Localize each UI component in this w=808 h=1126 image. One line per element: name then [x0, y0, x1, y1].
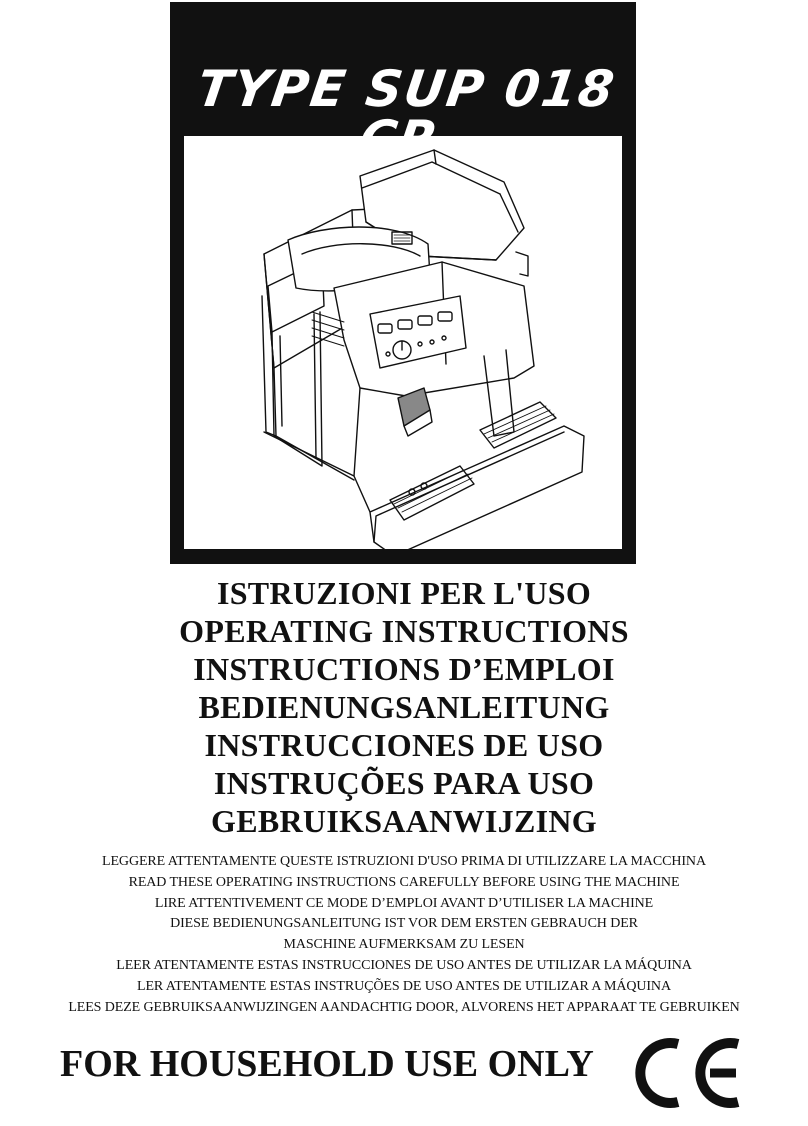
heading-italian: ISTRUZIONI PER L'USO	[216, 575, 592, 611]
read-instructions-warnings	[0, 852, 808, 1018]
heading-french: INSTRUCTIONS D’EMPLOI	[193, 651, 615, 687]
language-headings	[0, 574, 808, 840]
espresso-machine-illustration	[184, 136, 622, 549]
heading-spanish: INSTRUCCIONES DE USO	[204, 727, 604, 763]
heading-dutch: GEBRUIKSAANWIJZING	[211, 803, 597, 839]
warning-portuguese: LER ATENTAMENTE ESTAS INSTRUÇÕES DE USO ANTES DE UTILIZAR A MÁQUINA	[137, 978, 671, 994]
heading-portuguese: INSTRUÇÕES PARA USO	[213, 765, 595, 801]
warning-english: READ THESE OPERATING INSTRUCTIONS CAREFULLY BEFORE USING THE MACHINE	[128, 874, 680, 890]
illustration-panel	[184, 136, 622, 549]
household-use-label: FOR HOUSEHOLD USE ONLY	[60, 1043, 594, 1085]
footer-row	[0, 1036, 808, 1116]
ce-mark-icon	[628, 1036, 748, 1110]
warning-dutch: LEES DEZE GEBRUIKSAANWIJZINGEN AANDACHTIG DOOR, ALVORENS HET APPARAAT TE GEBRUIKEN	[68, 999, 740, 1015]
warning-italian: LEGGERE ATTENTAMENTE QUESTE ISTRUZIONI D'USO PRIMA DI UTILIZZARE LA MACCHINA	[102, 854, 706, 869]
heading-english: OPERATING INSTRUCTIONS	[179, 613, 629, 649]
warning-spanish: LEER ATENTAMENTE ESTAS INSTRUCCIONES DE USO ANTES DE UTILIZAR LA MÁQUINA	[116, 957, 692, 973]
cover-box	[170, 2, 636, 564]
heading-german: BEDIENUNGSANLEITUNG	[198, 689, 610, 725]
warning-german-line-1: DIESE BEDIENUNGSANLEITUNG IST VOR DEM ERSTEN GEBRAUCH DER	[170, 916, 638, 932]
warning-french: LIRE ATTENTIVEMENT CE MODE D’EMPLOI AVANT D’UTILISER LA MACHINE	[154, 895, 654, 911]
model-title: TYPE SUP 018	[193, 60, 620, 118]
warning-german-line-2: MASCHINE AUFMERKSAM ZU LESEN	[283, 937, 525, 953]
